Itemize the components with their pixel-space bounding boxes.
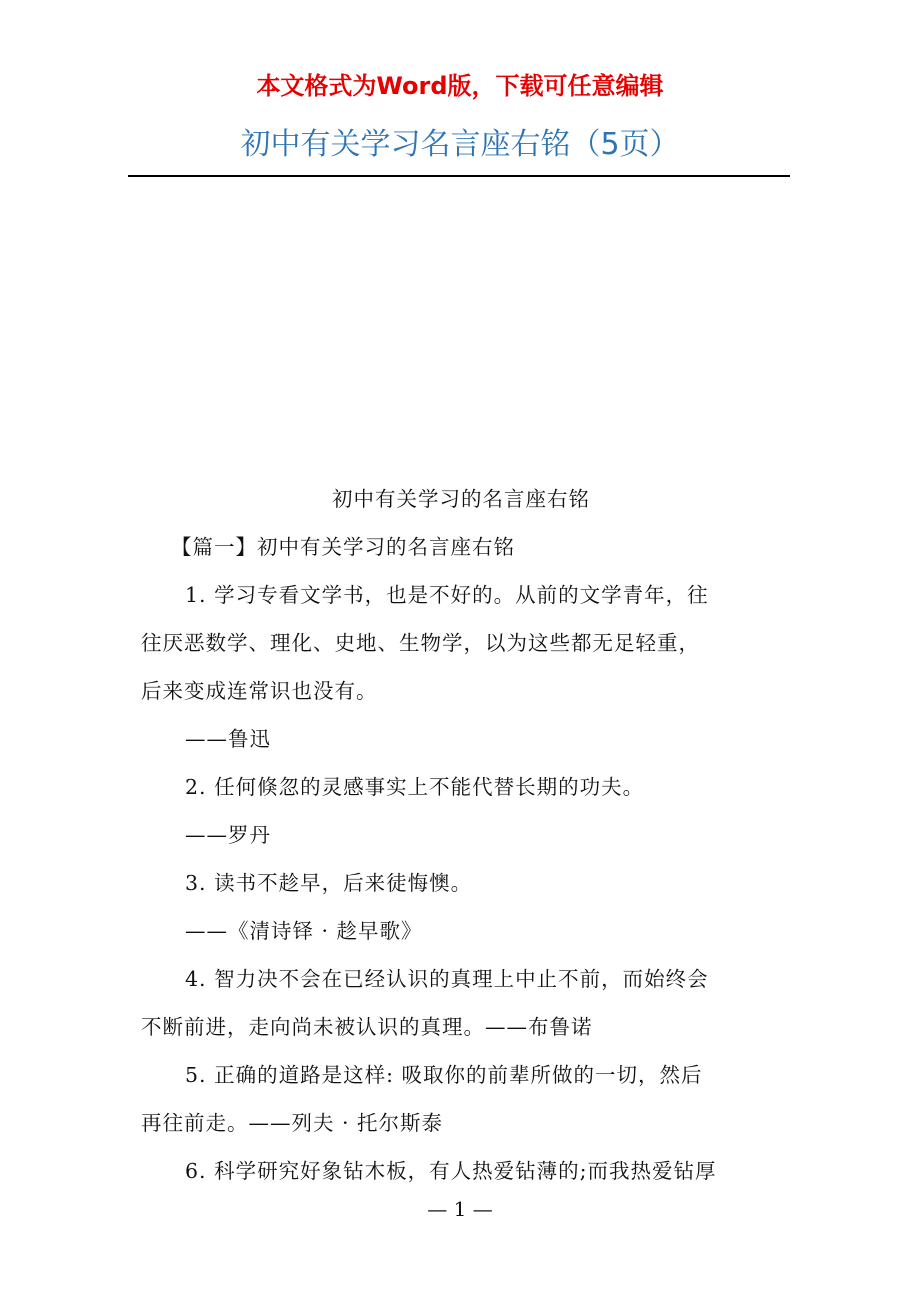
quote-4-line-1: 4. 智力决不会在已经认识的真理上中止不前，而始终会: [185, 967, 709, 991]
quote-2: 2. 任何倏忽的灵感事实上不能代替长期的功夫。: [185, 775, 645, 799]
quote-1-line-1: 1. 学习专看文学书，也是不好的。从前的文学青年，往: [185, 583, 709, 607]
quote-5-line-1: 5. 正确的道路是这样: 吸取你的前辈所做的一切，然后: [185, 1063, 703, 1087]
document-title: 初中有关学习名言座右铭（5页）: [240, 127, 680, 162]
page-number: — 1 —: [427, 1197, 493, 1221]
quote-1-line-3: 后来变成连常识也没有。: [141, 679, 378, 703]
quote-2-author: ——罗丹: [185, 823, 271, 847]
quote-1-line-2: 往厌恶数学、理化、史地、生物学，以为这些都无足轻重，: [141, 631, 700, 655]
title-divider: [128, 175, 790, 177]
quote-5-line-2: 再往前走。——列夫 · 托尔斯泰: [141, 1111, 444, 1135]
section-heading: 【篇一】初中有关学习的名言座右铭: [171, 535, 515, 559]
quote-6-line-1: 6. 科学研究好象钻木板，有人热爱钻薄的;而我热爱钻厚: [185, 1159, 717, 1183]
quote-1-author: ——鲁迅: [185, 727, 271, 751]
quote-3-author: ——《清诗铎 · 趁早歌》: [185, 919, 423, 943]
quote-4-line-2: 不断前进，走向尚未被认识的真理。——布鲁诺: [141, 1015, 593, 1039]
download-banner: 本文格式为Word版，下载可任意编辑: [256, 72, 664, 100]
document-body: [141, 475, 781, 1195]
content-heading: 初中有关学习的名言座右铭: [332, 487, 590, 511]
quote-3: 3. 读书不趁早，后来徒悔懊。: [185, 871, 473, 895]
